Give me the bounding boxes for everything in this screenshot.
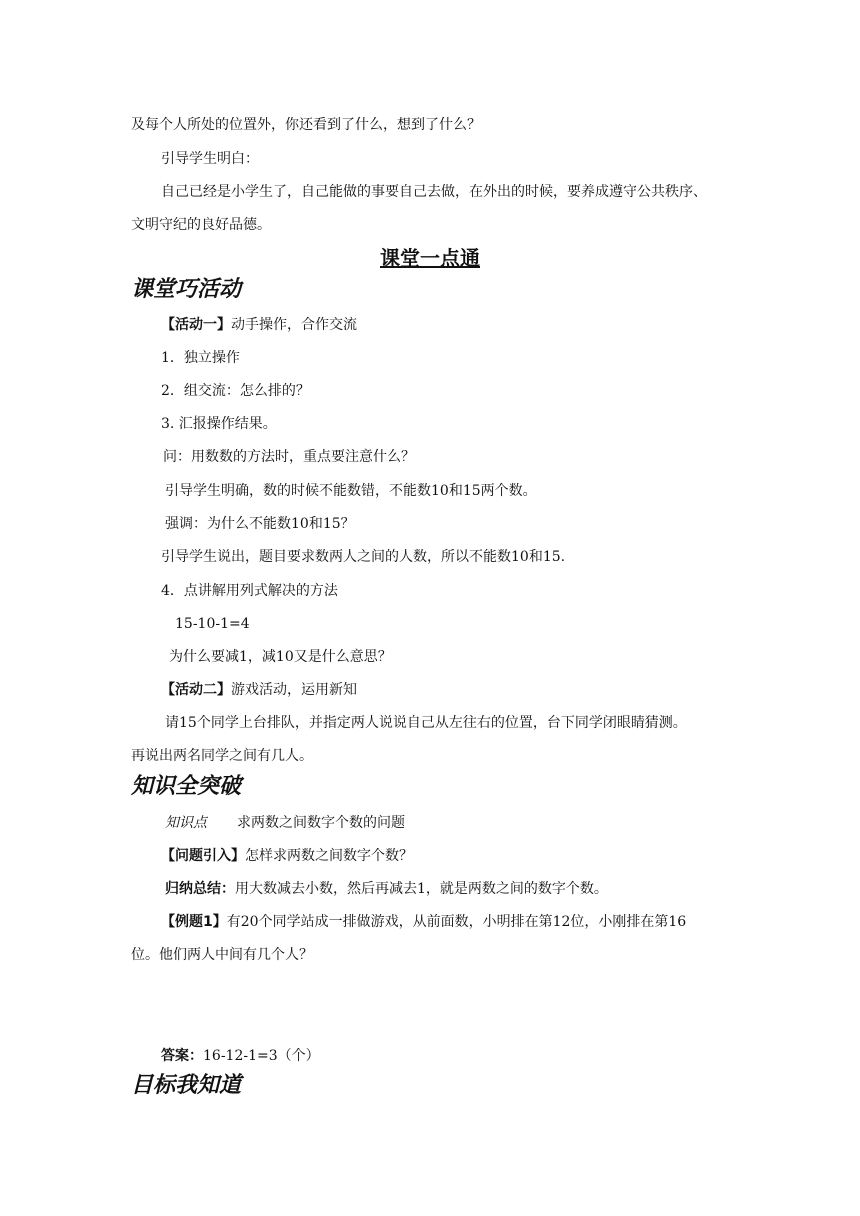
activity1-guide2: 引导学生说出，题目要求数两人之间的人数，所以不能数10和15.	[161, 549, 566, 565]
activity1-step1: 1．独立操作	[161, 350, 240, 366]
knowledge-intro-tag: 【问题引入】	[161, 848, 245, 864]
example1-line2: 位。他们两人中间有几个人？	[131, 947, 313, 963]
page-title: 课堂一点通	[380, 246, 480, 270]
intro-line-3: 自己已经是小学生了，自己能做的事要自己去做，在外出的时候，要养成遵守公共秩序、	[161, 184, 707, 200]
activity2-line1: 请15个同学上台排队，并指定两人说说自己从左往右的位置，台下同学闭眼睛猜测。	[165, 715, 687, 731]
knowledge-summary	[165, 879, 608, 899]
answer-tag: 答案：	[161, 1048, 203, 1064]
activity-heading: 课堂巧活动	[131, 277, 242, 302]
knowledge-intro	[161, 846, 413, 866]
activity1-step3: 3. 汇报操作结果。	[161, 416, 277, 432]
answer	[161, 1046, 320, 1066]
goal-heading: 目标我知道	[131, 1073, 242, 1098]
activity1-tag: 【活动一】	[161, 317, 231, 333]
answer-text: 16-12-1=3（个）	[203, 1048, 320, 1064]
example1-tag: 【例题1】	[161, 914, 227, 930]
activity1-step4: 4．点讲解用列式解决的方法	[161, 583, 338, 599]
knowledge-summary-tag: 归纳总结：	[165, 881, 235, 897]
knowledge-intro-text: 怎样求两数之间数字个数？	[245, 848, 413, 864]
knowledge-point-label: 知识点	[165, 815, 207, 831]
example1-text: 有20个同学站成一排做游戏，从前面数，小明排在第12位，小刚排在第16	[226, 914, 687, 930]
knowledge-heading: 知识全突破	[131, 774, 242, 799]
activity2-line2: 再说出两名同学之间有几人。	[131, 748, 313, 764]
intro-line-4: 文明守纪的良好品德。	[131, 217, 271, 233]
activity1-emphasis: 强调：为什么不能数10和15？	[165, 516, 355, 532]
activity1-question2: 为什么要减1，减10又是什么意思？	[169, 649, 392, 665]
knowledge-point	[165, 813, 405, 833]
knowledge-point-text: 求两数之间数字个数的问题	[237, 815, 405, 831]
activity1-text: 动手操作，合作交流	[231, 317, 357, 333]
activity1-step2: 2．组交流：怎么排的？	[161, 383, 310, 399]
example1	[161, 912, 686, 932]
activity1-question: 问：用数数的方法时，重点要注意什么？	[163, 449, 415, 465]
intro-line-1: 及每个人所处的位置外，你还看到了什么，想到了什么？	[131, 117, 481, 133]
activity2-tag: 【活动二】	[161, 682, 231, 698]
activity2-header	[161, 680, 357, 700]
activity1-header	[161, 315, 357, 335]
activity1-guide1: 引导学生明确，数的时候不能数错，不能数10和15两个数。	[165, 483, 537, 499]
knowledge-summary-text: 用大数减去小数，然后再减去1，就是两数之间的数字个数。	[235, 881, 608, 897]
activity1-formula: 15-10-1=4	[175, 616, 250, 632]
activity2-text: 游戏活动，运用新知	[231, 682, 357, 698]
intro-line-2: 引导学生明白：	[161, 151, 259, 167]
